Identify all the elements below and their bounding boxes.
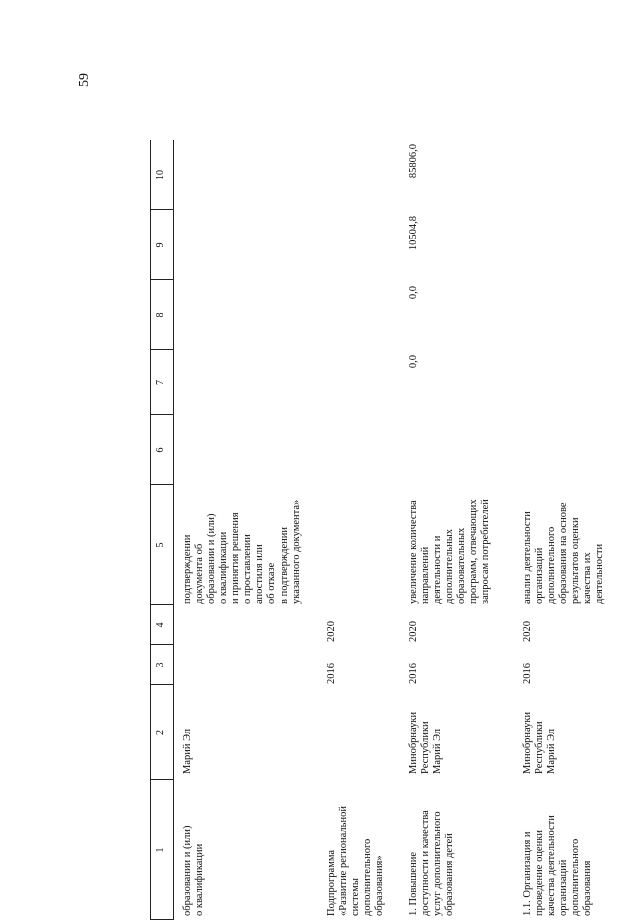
column-header-4: 4 <box>155 622 166 628</box>
row-2-name: 1. Повышение доступности и качества услуг дополнительного образования детей <box>408 810 456 916</box>
page-number: 59 <box>77 73 92 87</box>
row-2-result: увеличение количества направлений деятельности и дополнительных образовательных программ, отвечающих запросам потребителей <box>408 499 492 604</box>
column-header-1: 1 <box>155 847 166 853</box>
row-2-value-col7: 0,0 <box>408 355 419 369</box>
column-number-header <box>150 140 174 920</box>
column-header-9: 9 <box>155 242 166 248</box>
column-header-8: 8 <box>155 312 166 318</box>
row-3-start-year: 2016 <box>522 663 533 684</box>
row-0-result: подтверждении документа об образовании и (или) о квалификации и принятия решения о проставлении апостиля или об отказе в подтверждении указанного документа» <box>182 499 302 604</box>
row-3-name: 1.1. Организация и проведение оценки качества деятельности организаций дополнительного образования <box>522 815 594 916</box>
row-0-name: образовании и (или) о квалификации <box>182 825 206 916</box>
row-1-name: Подпрограмма «Развитие региональной системы дополнительного образования» <box>326 806 386 916</box>
row-3-result: анализ деятельности организаций дополнительного образования на основе результатов оценки качества их деятельности <box>522 502 606 604</box>
row-3-executor: Минобрнауки Республики Марий Эл <box>522 711 558 774</box>
column-header-6: 6 <box>155 447 166 453</box>
row-1-end-year: 2020 <box>326 621 337 642</box>
row-2-end-year: 2020 <box>408 621 419 642</box>
row-1-start-year: 2016 <box>326 663 337 684</box>
column-header-7: 7 <box>155 380 166 385</box>
column-header-2: 2 <box>155 730 166 735</box>
row-2-start-year: 2016 <box>408 663 419 684</box>
row-0-executor: Марий Эл <box>182 728 193 774</box>
row-3-end-year: 2020 <box>522 621 533 642</box>
row-2-value-col8: 0,0 <box>408 286 419 300</box>
row-2-executor: Минобрнауки Республики Марий Эл <box>408 711 444 774</box>
column-header-3: 3 <box>155 662 166 668</box>
program-table <box>150 140 640 920</box>
column-header-10: 10 <box>155 170 166 180</box>
column-header-5: 5 <box>155 542 166 548</box>
row-2-value-col10: 85806,0 <box>408 144 419 179</box>
row-2-value-col9: 10504,8 <box>408 216 419 251</box>
